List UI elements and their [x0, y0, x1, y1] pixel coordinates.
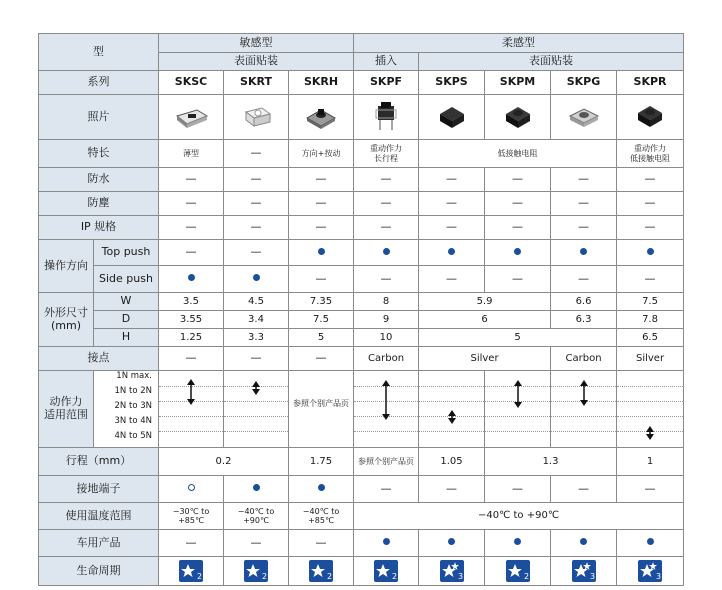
lifecycle-star-icon [440, 560, 464, 582]
lifecycle-stage: 2 [392, 572, 398, 581]
force-skpf [354, 371, 419, 448]
lifecycle-stage: 2 [523, 572, 529, 581]
sensitive-type-header: 敏感型 [159, 34, 354, 53]
travel-skpf: 参照个别产品页 [354, 448, 419, 476]
waterproof-skps: — [419, 168, 485, 192]
supported-dot [318, 484, 325, 491]
ground-skpm: — [485, 476, 551, 503]
h-skpr: 6.5 [617, 329, 684, 347]
smd-header: 表面贴装 [159, 53, 354, 71]
ip-sksc: — [159, 216, 224, 240]
contact-skpg: Carbon [551, 347, 617, 371]
dustproof-skrh: — [289, 192, 354, 216]
product-photo-sksc [159, 95, 224, 140]
feature-skrh: 方向+按动 [289, 140, 354, 168]
product-photo-skpr [617, 95, 684, 140]
force-level-1n-2n: 1N to 2N [114, 386, 152, 396]
ip-skps: — [419, 216, 485, 240]
lifecycle-skrh [289, 557, 354, 586]
temp-label: 使用温度范围 [39, 503, 159, 530]
auto-skrt: — [224, 530, 289, 557]
d-skpr: 7.8 [617, 311, 684, 329]
model-skpf[interactable]: SKPF [354, 71, 419, 95]
supported-dot [188, 274, 195, 281]
lifecycle-stage: 3 [589, 572, 595, 581]
force-range-arrow-icon [645, 426, 655, 440]
temp-sksc: −30℃ to +85℃ [159, 503, 224, 530]
dustproof-skpf: — [354, 192, 419, 216]
model-skpg[interactable]: SKPG [551, 71, 617, 95]
supported-dot [253, 484, 260, 491]
ip-skpf: — [354, 216, 419, 240]
product-photo-skpg [551, 95, 617, 140]
force-skrt [224, 371, 289, 448]
dustproof-skps: — [419, 192, 485, 216]
product-photo-skpm [485, 95, 551, 140]
h-sksc: 1.25 [159, 329, 224, 347]
comparison-sheet [38, 33, 683, 586]
d-sksc: 3.55 [159, 311, 224, 329]
lifecycle-stage: 3 [656, 572, 662, 581]
contact-skrh: — [289, 347, 354, 371]
side-skrt [224, 266, 289, 293]
force-range-arrow-icon [186, 379, 196, 405]
waterproof-skpr: — [617, 168, 684, 192]
force-note-skrh: 参照个别产品页 [293, 399, 349, 408]
ground-skrt [224, 476, 289, 503]
ground-label: 接地端子 [39, 476, 159, 503]
auto-skpr [617, 530, 684, 557]
series-label: 系列 [39, 71, 159, 95]
lifecycle-star-icon [572, 560, 596, 582]
w-skpr: 7.5 [617, 293, 684, 311]
force-level-1n-max: 1N max. [116, 371, 152, 381]
auto-skpm [485, 530, 551, 557]
dustproof-label: 防塵 [39, 192, 159, 216]
top-skps [419, 240, 485, 266]
switch-comparison-table [38, 33, 684, 586]
side-skpm: — [485, 266, 551, 293]
top-skpm [485, 240, 551, 266]
supported-dot [514, 538, 521, 545]
force-sksc [159, 371, 224, 448]
force-level-3n-4n: 3N to 4N [114, 416, 152, 426]
side-skps: — [419, 266, 485, 293]
dim-d-label: D [94, 311, 159, 329]
contact-skpf: Carbon [354, 347, 419, 371]
waterproof-label: 防水 [39, 168, 159, 192]
supported-dot [318, 248, 325, 255]
d-skrt: 3.4 [224, 311, 289, 329]
insert-header: 插入 [354, 53, 419, 71]
lifecycle-skpf [354, 557, 419, 586]
lifecycle-star-icon [179, 560, 203, 582]
model-skpr[interactable]: SKPR [617, 71, 684, 95]
feature-skrt: — [224, 140, 289, 168]
ip-skpg: — [551, 216, 617, 240]
dustproof-skpr: — [617, 192, 684, 216]
force-skps [419, 371, 485, 448]
feature-skps-skpg: 低接触电阻 [419, 140, 617, 168]
waterproof-skpg: — [551, 168, 617, 192]
ip-skrt: — [224, 216, 289, 240]
supported-dot [448, 248, 455, 255]
contact-skps-skpm: Silver [419, 347, 551, 371]
ip-skpr: — [617, 216, 684, 240]
feature-sksc: 薄型 [159, 140, 224, 168]
side-sksc [159, 266, 224, 293]
ip-label: IP 规格 [39, 216, 159, 240]
travel-skrh: 1.75 [289, 448, 354, 476]
top-skrt: — [224, 240, 289, 266]
force-level-2n-3n: 2N to 3N [114, 401, 152, 411]
dustproof-skrt: — [224, 192, 289, 216]
ground-skpg: — [551, 476, 617, 503]
top-skpr [617, 240, 684, 266]
travel-skpm-skpg: 1.3 [485, 448, 617, 476]
dim-h-label: H [94, 329, 159, 347]
force-skrh [289, 371, 354, 448]
product-photo-skpf [354, 95, 419, 140]
lifecycle-star-icon [309, 560, 333, 582]
lifecycle-star-icon [638, 560, 662, 582]
photo-label: 照片 [39, 95, 159, 140]
w-skpf: 8 [354, 293, 419, 311]
automotive-label: 车用产品 [39, 530, 159, 557]
waterproof-sksc: — [159, 168, 224, 192]
lifecycle-skpr [617, 557, 684, 586]
travel-sksc-skrt: 0.2 [159, 448, 289, 476]
ip-skrh: — [289, 216, 354, 240]
travel-skps: 1.05 [419, 448, 485, 476]
d-skrh: 7.5 [289, 311, 354, 329]
lifecycle-sksc [159, 557, 224, 586]
contact-skrt: — [224, 347, 289, 371]
supported-dot [580, 248, 587, 255]
supported-dot [383, 248, 390, 255]
supported-dot [514, 248, 521, 255]
travel-skpr: 1 [617, 448, 684, 476]
top-skpf [354, 240, 419, 266]
model-skrt[interactable]: SKRT [224, 71, 289, 95]
force-range-arrow-icon [513, 380, 523, 408]
feature-skpr: 重动作力 低接触电阻 [617, 140, 684, 168]
w-skrt: 4.5 [224, 293, 289, 311]
supported-dot [647, 538, 654, 545]
w-skps-skpm: 5.9 [419, 293, 551, 311]
dustproof-sksc: — [159, 192, 224, 216]
model-skrh[interactable]: SKRH [289, 71, 354, 95]
model-skpm[interactable]: SKPM [485, 71, 551, 95]
force-level-4n-5n: 4N to 5N [114, 431, 152, 441]
dustproof-skpm: — [485, 192, 551, 216]
w-skpg: 6.6 [551, 293, 617, 311]
waterproof-skrt: — [224, 168, 289, 192]
top-skpg [551, 240, 617, 266]
auto-skpg [551, 530, 617, 557]
model-skps[interactable]: SKPS [419, 71, 485, 95]
lifecycle-star-icon [244, 560, 268, 582]
force-levels [94, 371, 159, 448]
lifecycle-star-icon [374, 560, 398, 582]
contact-skpr: Silver [617, 347, 684, 371]
w-sksc: 3.5 [159, 293, 224, 311]
side-skpg: — [551, 266, 617, 293]
ground-sksc [159, 476, 224, 503]
lifecycle-skpg [551, 557, 617, 586]
d-skps-skpm: 6 [419, 311, 551, 329]
top-sksc: — [159, 240, 224, 266]
optional-ring [188, 484, 195, 491]
ground-skps: — [419, 476, 485, 503]
waterproof-skrh: — [289, 168, 354, 192]
lifecycle-skpm [485, 557, 551, 586]
h-skps-skpg: 5 [419, 329, 617, 347]
auto-skpf [354, 530, 419, 557]
force-skpr [617, 371, 684, 448]
h-skrt: 3.3 [224, 329, 289, 347]
supported-dot [647, 248, 654, 255]
contact-label: 接点 [39, 347, 159, 371]
force-range-arrow-icon [381, 380, 391, 420]
travel-label: 行程（mm） [39, 448, 159, 476]
force-range-arrow-icon [251, 381, 261, 395]
side-skpf: — [354, 266, 419, 293]
side-skpr: — [617, 266, 684, 293]
lifecycle-stage: 3 [457, 572, 463, 581]
product-photo-skrh [289, 95, 354, 140]
lifecycle-label: 生命周期 [39, 557, 159, 586]
model-sksc[interactable]: SKSC [159, 71, 224, 95]
lifecycle-skps [419, 557, 485, 586]
auto-skps [419, 530, 485, 557]
supported-dot [383, 538, 390, 545]
force-label: 动作力 适用范围 [39, 371, 94, 448]
side-push-label: Side push [94, 266, 159, 293]
d-skpg: 6.3 [551, 311, 617, 329]
force-skpg [551, 371, 617, 448]
ground-skrh [289, 476, 354, 503]
product-photo-skps [419, 95, 485, 140]
d-skpf: 9 [354, 311, 419, 329]
lifecycle-stage: 2 [197, 572, 203, 581]
product-photo-skrt [224, 95, 289, 140]
waterproof-skpm: — [485, 168, 551, 192]
lifecycle-stage: 2 [262, 572, 268, 581]
ip-skpm: — [485, 216, 551, 240]
ground-skpf: — [354, 476, 419, 503]
top-push-label: Top push [94, 240, 159, 266]
waterproof-skpf: — [354, 168, 419, 192]
smd-header-soft: 表面贴装 [419, 53, 684, 71]
supported-dot [253, 274, 260, 281]
temp-soft: −40℃ to +90℃ [354, 503, 684, 530]
force-skpm [485, 371, 551, 448]
auto-sksc: — [159, 530, 224, 557]
contact-sksc: — [159, 347, 224, 371]
side-skrh: — [289, 266, 354, 293]
w-skrh: 7.35 [289, 293, 354, 311]
force-range-arrow-icon [447, 410, 457, 424]
lifecycle-skrt [224, 557, 289, 586]
feature-skpf: 重动作力 长行程 [354, 140, 419, 168]
lifecycle-stage: 2 [327, 572, 333, 581]
supported-dot [448, 538, 455, 545]
h-skpf: 10 [354, 329, 419, 347]
supported-dot [580, 538, 587, 545]
top-skrh [289, 240, 354, 266]
dim-w-label: W [94, 293, 159, 311]
auto-skrh: — [289, 530, 354, 557]
soft-type-header: 柔感型 [354, 34, 684, 53]
type-header: 型 [39, 34, 159, 71]
operation-label: 操作方向 [39, 240, 94, 293]
dustproof-skpg: — [551, 192, 617, 216]
h-skrh: 5 [289, 329, 354, 347]
temp-skrt: −40℃ to +90℃ [224, 503, 289, 530]
temp-skrh: −40℃ to +85℃ [289, 503, 354, 530]
lifecycle-star-icon [506, 560, 530, 582]
feature-label: 特长 [39, 140, 159, 168]
ground-skpr: — [617, 476, 684, 503]
force-range-arrow-icon [579, 380, 589, 406]
dimensions-label: 外形尺寸 (mm) [39, 293, 94, 347]
